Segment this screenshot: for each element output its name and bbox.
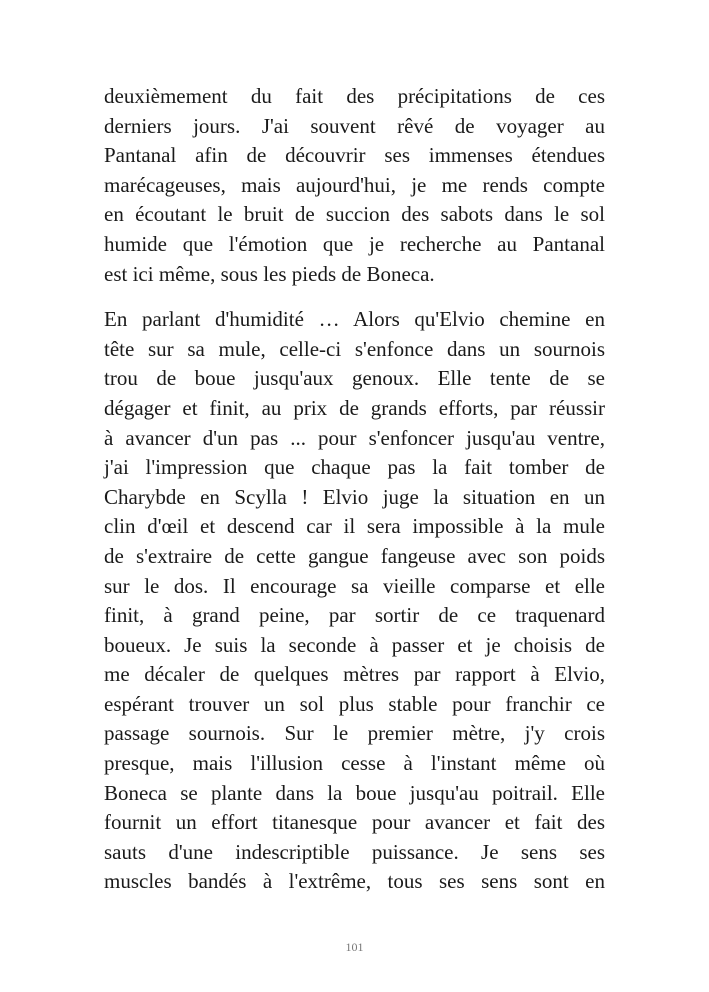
text-line: en écoutant le bruit de succion des sabots dans le sol (104, 202, 605, 227)
text-line: sauts d'une indescriptible puissance. Je sens ses (104, 839, 605, 864)
paragraph-1 (104, 82, 605, 289)
text-line: fournit un effort titanesque pour avancer et fait des (104, 810, 605, 835)
text-line: à avancer d'un pas ... pour s'enfoncer jusqu'au ventre, (104, 425, 605, 450)
text-line: sur le dos. Il encourage sa vieille comparse et elle (104, 573, 605, 598)
text-line: passage sournois. Sur le premier mètre, j'y crois (104, 721, 605, 746)
text-line: boueux. Je suis la seconde à passer et je choisis de (104, 632, 605, 657)
text-line: En parlant d'humidité … Alors qu'Elvio chemine en (104, 307, 605, 332)
paragraph-gap (104, 289, 605, 305)
text-line: dégager et finit, au prix de grands efforts, par réussir (104, 395, 605, 420)
text-line: clin d'œil et descend car il sera impossible à la mule (104, 514, 605, 539)
text-line: j'ai l'impression que chaque pas la fait tomber de (104, 455, 605, 480)
text-line: Pantanal afin de découvrir ses immenses étendues (104, 143, 605, 168)
text-line: derniers jours. J'ai souvent rêvé de voyager au (104, 113, 605, 138)
text-line: Charybde en Scylla ! Elvio juge la situation en un (104, 484, 605, 509)
text-line: marécageuses, mais aujourd'hui, je me rends compte (104, 172, 605, 197)
page-text (104, 82, 605, 897)
paragraph-2 (104, 305, 605, 897)
text-line: de s'extraire de cette gangue fangeuse avec son poids (104, 543, 605, 568)
text-line: presque, mais l'illusion cesse à l'instant même où (104, 751, 605, 776)
text-line: finit, à grand peine, par sortir de ce traquenard (104, 603, 605, 628)
text-line: trou de boue jusqu'aux genoux. Elle tente de se (104, 366, 605, 391)
text-line: muscles bandés à l'extrême, tous ses sens sont en (104, 869, 605, 894)
text-line: tête sur sa mule, celle-ci s'enfonce dans un sournois (104, 336, 605, 361)
text-line: est ici même, sous les pieds de Boneca. (104, 261, 435, 286)
text-line: espérant trouver un sol plus stable pour franchir ce (104, 691, 605, 716)
page-number: 101 (345, 940, 364, 954)
text-line: me décaler de quelques mètres par rapport à Elvio, (104, 662, 605, 687)
text-line: humide que l'émotion que je recherche au Pantanal (104, 231, 605, 256)
text-line: Boneca se plante dans la boue jusqu'au poitrail. Elle (104, 780, 605, 805)
text-line: deuxièmement du fait des précipitations de ces (104, 84, 605, 108)
